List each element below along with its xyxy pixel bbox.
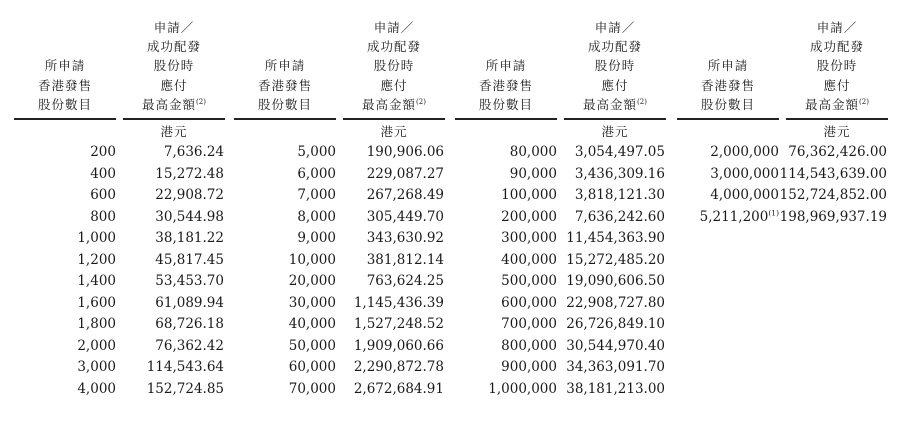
shares-cell: 1,200	[77, 251, 116, 268]
shares-cell: 200,000	[501, 208, 557, 225]
header-line: 申請／	[816, 19, 858, 35]
header-line: 股份時	[373, 58, 415, 74]
amount-cell: 11,454,363.90	[566, 230, 665, 246]
header-line: 應付	[160, 77, 188, 93]
table-row	[234, 293, 449, 315]
shares-cell: 7,000	[297, 187, 336, 203]
shares-cell: 4,000,000	[710, 187, 779, 203]
amount-cell: 30,544.98	[155, 208, 224, 225]
shares-cell: 600	[90, 187, 116, 203]
header-line: 所申請	[485, 58, 527, 74]
shares-header	[234, 56, 336, 114]
table-row	[455, 293, 670, 315]
shares-cell: 900,000	[501, 359, 557, 375]
shares-cell: 1,000	[77, 230, 116, 246]
header-rule	[343, 118, 445, 120]
table-row	[455, 164, 670, 186]
shares-cell: 3,000	[77, 359, 116, 375]
rows	[234, 142, 449, 400]
shares-cell: 3,000,000	[710, 165, 779, 182]
amount-cell: 305,449.70	[366, 208, 444, 225]
amount-cell: 152,724,852.00	[779, 187, 887, 203]
header-line: 成功配發	[587, 39, 642, 55]
amount-cell: 7,636,242.60	[574, 208, 665, 225]
amount-header	[564, 18, 666, 114]
header-line: 成功配發	[366, 39, 421, 55]
shares-cell: 2,000	[77, 337, 116, 354]
amount-cell: 198,969,937.19	[779, 208, 887, 225]
header-line: 股份數目	[37, 96, 92, 112]
table-row	[234, 228, 449, 250]
amount-cell: 3,818,121.30	[574, 187, 665, 203]
header-line: 股份數目	[257, 96, 312, 112]
amount-cell: 763,624.25	[366, 273, 444, 289]
header-line: 香港發售	[700, 77, 755, 93]
table-row	[14, 336, 229, 358]
shares-cell: 1,400	[77, 273, 116, 289]
table-row	[455, 336, 670, 358]
header-line	[564, 95, 666, 114]
table-row	[455, 250, 670, 272]
header-rule	[455, 118, 557, 120]
amount-header	[343, 18, 445, 114]
amount-cell: 30,544,970.40	[566, 337, 665, 354]
header-line: 申請／	[594, 19, 636, 35]
table-row	[677, 164, 892, 186]
amount-cell: 2,290,872.78	[353, 359, 444, 375]
header-rule	[786, 118, 888, 120]
amount-cell: 3,436,309.16	[574, 165, 665, 182]
header-line: 所申請	[707, 58, 749, 74]
amount-cell: 114,543.64	[146, 359, 224, 375]
amount-cell: 22,908.72	[155, 187, 224, 203]
header-line: 應付	[601, 77, 629, 93]
header-rule	[677, 118, 779, 120]
header-rule	[234, 118, 336, 120]
header-rule	[14, 118, 116, 120]
shares-cell: 20,000	[288, 273, 336, 289]
shares-cell	[700, 207, 779, 229]
amount-cell: 114,543,639.00	[779, 165, 887, 182]
table-row	[234, 164, 449, 186]
table-row	[677, 185, 892, 207]
amount-cell: 45,817.45	[155, 251, 224, 268]
table-row	[455, 271, 670, 293]
shares-cell: 60,000	[288, 359, 336, 375]
shares-cell: 1,000,000	[488, 380, 557, 397]
header-line: 應付	[380, 77, 408, 93]
table-row	[234, 142, 449, 164]
amount-cell: 38,181,213.00	[566, 380, 665, 397]
table-row	[234, 271, 449, 293]
amount-cell: 2,672,684.91	[353, 380, 444, 397]
header-line: 股份時	[594, 58, 636, 74]
shares-cell: 90,000	[509, 165, 557, 182]
amount-cell: 1,145,436.39	[353, 294, 444, 311]
amount-cell: 19,090,606.50	[566, 273, 665, 289]
amount-cell: 22,908,727.80	[566, 294, 665, 311]
shares-cell: 8,000	[297, 208, 336, 225]
amount-cell: 267,268.49	[366, 187, 444, 203]
header-line: 所申請	[44, 58, 86, 74]
amount-cell: 152,724.85	[146, 380, 224, 397]
header-line	[123, 95, 225, 114]
header-line: 申請／	[153, 19, 195, 35]
table-row	[677, 142, 892, 164]
table-row	[677, 207, 892, 229]
header-line: 成功配發	[146, 39, 201, 55]
table-row	[234, 379, 449, 401]
table-row	[14, 357, 229, 379]
shares-cell: 300,000	[501, 230, 557, 246]
shares-cell: 1,800	[77, 316, 116, 332]
header-text: 最高金額	[362, 96, 417, 112]
footnote-marker: (2)	[196, 97, 206, 106]
table-row	[455, 357, 670, 379]
currency-label: 港元	[823, 124, 851, 139]
rows	[677, 142, 892, 228]
header-line: 股份時	[153, 58, 195, 74]
shares-value: 5,211,200	[699, 208, 769, 225]
table-row	[234, 185, 449, 207]
table-row	[14, 207, 229, 229]
shares-cell: 70,000	[288, 380, 336, 397]
shares-cell: 600,000	[501, 294, 557, 311]
header-rule	[123, 118, 225, 120]
shares-cell: 100,000	[501, 187, 557, 203]
rows	[14, 142, 229, 400]
table-row	[14, 314, 229, 336]
header-line	[786, 95, 888, 114]
shares-cell: 30,000	[288, 294, 336, 311]
shares-cell: 500,000	[501, 273, 557, 289]
footnote-marker: (1)	[768, 208, 779, 217]
amount-cell: 381,812.14	[366, 251, 444, 268]
shares-cell: 5,000	[297, 144, 336, 160]
table-row	[234, 314, 449, 336]
amount-cell: 1,909,060.66	[353, 337, 444, 354]
currency-label: 港元	[601, 124, 629, 139]
rows	[455, 142, 670, 400]
header-line: 股份數目	[700, 96, 755, 112]
table-row	[234, 207, 449, 229]
table-row	[14, 228, 229, 250]
footnote-marker: (2)	[859, 97, 869, 106]
shares-header	[677, 56, 779, 114]
shares-header	[455, 56, 557, 114]
shares-cell: 200	[90, 144, 116, 160]
table-row	[14, 293, 229, 315]
table-row	[234, 250, 449, 272]
shares-cell: 800,000	[501, 337, 557, 354]
amount-cell: 229,087.27	[366, 165, 444, 182]
amount-cell: 190,906.06	[366, 144, 444, 160]
amount-cell: 7,636.24	[163, 144, 224, 160]
shares-cell: 80,000	[509, 144, 557, 160]
shares-cell: 400	[90, 165, 116, 182]
shares-cell: 40,000	[288, 316, 336, 332]
footnote-marker: (2)	[416, 97, 426, 106]
table-row	[234, 336, 449, 358]
header-line: 香港發售	[37, 77, 92, 93]
header-line: 香港發售	[478, 77, 533, 93]
header-text: 最高金額	[583, 96, 638, 112]
amount-cell: 15,272,485.20	[566, 251, 665, 268]
amount-header	[123, 18, 225, 114]
shares-cell: 400,000	[501, 251, 557, 268]
table-row	[14, 271, 229, 293]
amount-cell: 68,726.18	[155, 316, 224, 332]
currency-label: 港元	[160, 124, 188, 139]
header-text: 最高金額	[805, 96, 860, 112]
header-line: 股份時	[816, 58, 858, 74]
header-rule	[564, 118, 666, 120]
amount-cell: 38,181.22	[155, 230, 224, 246]
table-row	[455, 379, 670, 401]
header-line	[343, 95, 445, 114]
table-row	[455, 228, 670, 250]
shares-cell: 6,000	[297, 165, 336, 182]
shares-cell: 1,600	[77, 294, 116, 311]
table-row	[455, 185, 670, 207]
table-row	[455, 207, 670, 229]
shares-cell: 9,000	[297, 230, 336, 246]
amount-header	[786, 18, 888, 114]
amount-cell: 76,362.42	[155, 337, 224, 354]
amount-cell: 343,630.92	[366, 230, 444, 246]
header-line: 所申請	[264, 58, 306, 74]
shares-cell: 4,000	[77, 380, 116, 397]
shares-cell: 10,000	[288, 251, 336, 268]
header-line: 應付	[823, 77, 851, 93]
amount-cell: 26,726,849.10	[566, 316, 665, 332]
amount-cell: 1,527,248.52	[353, 316, 444, 332]
header-line: 成功配發	[809, 39, 864, 55]
amount-cell: 76,362,426.00	[788, 144, 887, 160]
header-line: 股份數目	[478, 96, 533, 112]
table-row	[14, 379, 229, 401]
shares-cell: 800	[90, 208, 116, 225]
table-row	[14, 164, 229, 186]
amount-cell: 53,453.70	[155, 273, 224, 289]
table-row	[14, 142, 229, 164]
amount-cell: 3,054,497.05	[574, 144, 665, 160]
amount-cell: 61,089.94	[155, 294, 224, 311]
footnote-marker: (2)	[637, 97, 647, 106]
table-row	[455, 142, 670, 164]
currency-label: 港元	[380, 124, 408, 139]
amount-cell: 34,363,091.70	[566, 359, 665, 375]
table-row	[14, 250, 229, 272]
table-row	[455, 314, 670, 336]
header-line: 香港發售	[257, 77, 312, 93]
header-line: 申請／	[373, 19, 415, 35]
amount-cell: 15,272.48	[155, 165, 224, 182]
table-row	[234, 357, 449, 379]
table-row	[14, 185, 229, 207]
shares-cell: 2,000,000	[710, 144, 779, 160]
header-text: 最高金額	[142, 96, 197, 112]
shares-header	[14, 56, 116, 114]
shares-cell: 50,000	[288, 337, 336, 354]
shares-cell: 700,000	[501, 316, 557, 332]
